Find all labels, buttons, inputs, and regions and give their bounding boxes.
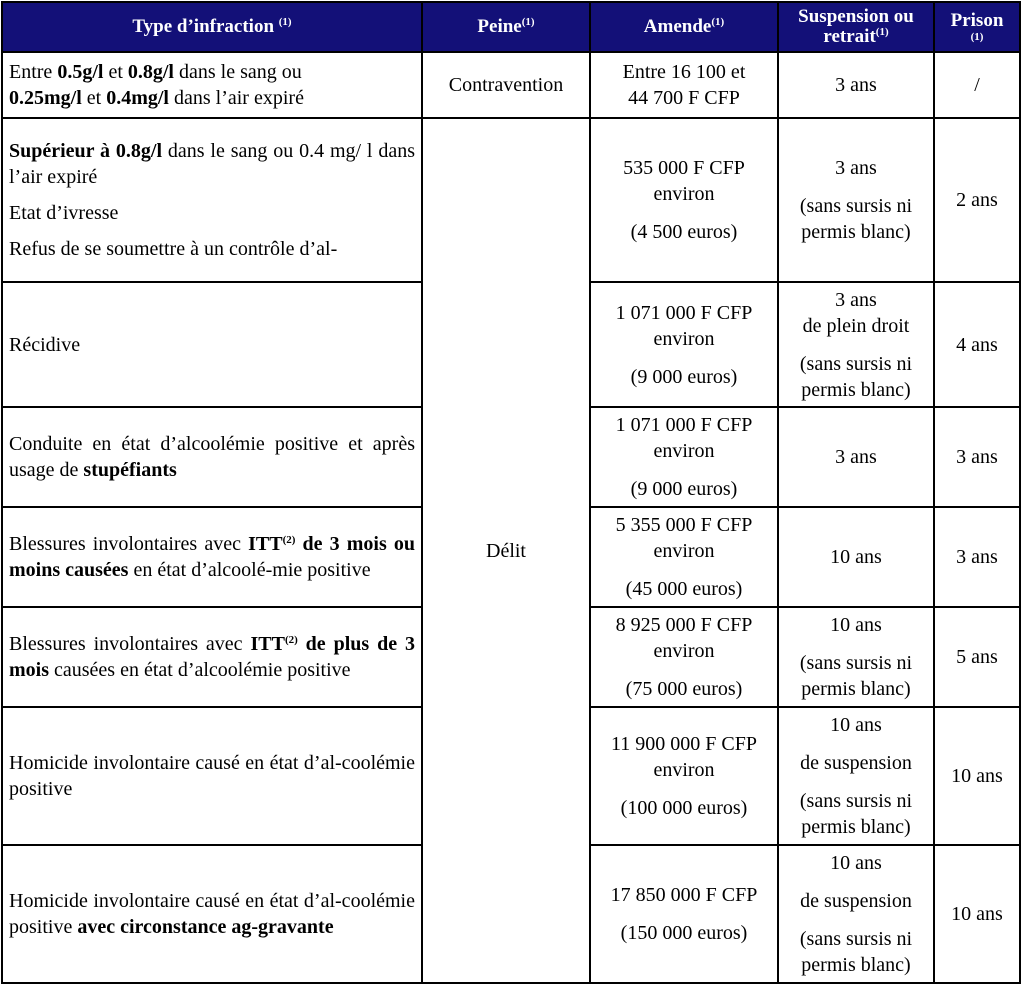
cell-amende: 535 000 F CFP environ (4 500 euros): [590, 118, 778, 282]
cell-amende: 8 925 000 F CFP environ (75 000 euros): [590, 607, 778, 707]
cell-type: Entre 0.5g/l et 0.8g/l dans le sang ou 0.25mg/l et 0.4mg/l dans l’air expiré: [2, 52, 422, 118]
cell-amende: 11 900 000 F CFP environ (100 000 euros): [590, 707, 778, 845]
cell-prison: 10 ans: [934, 707, 1020, 845]
cell-suspension: 3 ans: [778, 407, 934, 507]
cell-prison: 3 ans: [934, 507, 1020, 607]
table-row: [2, 52, 1020, 118]
cell-prison: 4 ans: [934, 282, 1020, 407]
cell-amende: 1 071 000 F CFP environ (9 000 euros): [590, 407, 778, 507]
cell-suspension: 3 ans de plein droit (sans sursis ni permis blanc): [778, 282, 934, 407]
cell-amende: Entre 16 100 et 44 700 F CFP: [590, 52, 778, 118]
cell-type: Supérieur à 0.8g/l dans le sang ou 0.4 mg/ l dans l’air expiré Etat d’ivresse Refus de se soumettre à un contrôle d’al-: [2, 118, 422, 282]
table-row: [2, 118, 1020, 282]
cell-prison: 3 ans: [934, 407, 1020, 507]
header-amende: Amende$^{(1)}$: [590, 2, 778, 52]
cell-suspension: 3 ans (sans sursis ni permis blanc): [778, 118, 934, 282]
cell-type: Homicide involontaire causé en état d’al-coolémie positive: [2, 707, 422, 845]
cell-prison: 2 ans: [934, 118, 1020, 282]
header-row: [2, 2, 1020, 52]
cell-type: Récidive: [2, 282, 422, 407]
infractions-table: [1, 1, 1021, 984]
header-peine: Peine$^{(1)}$: [422, 2, 590, 52]
cell-amende: 5 355 000 F CFP environ (45 000 euros): [590, 507, 778, 607]
cell-peine: Contravention: [422, 52, 590, 118]
cell-type: Blessures involontaires avec ITT$^{(2)}$ de plus de 3 mois causées en état d’alcoolémie positive: [2, 607, 422, 707]
cell-type: Conduite en état d’alcoolémie positive et après usage de stupéfiants: [2, 407, 422, 507]
header-type: Type d’infraction $^{(1)}$: [2, 2, 422, 52]
cell-type: Homicide involontaire causé en état d’al-coolémie positive avec circonstance ag-gravante: [2, 845, 422, 983]
cell-amende: 1 071 000 F CFP environ (9 000 euros): [590, 282, 778, 407]
cell-suspension: 10 ans de suspension (sans sursis ni permis blanc): [778, 845, 934, 983]
cell-prison: 10 ans: [934, 845, 1020, 983]
header-prison: Prison (1): [934, 2, 1020, 52]
cell-prison: 5 ans: [934, 607, 1020, 707]
cell-type: Blessures involontaires avec ITT$^{(2)}$ de 3 mois ou moins causées en état d’alcoolé-mie positive: [2, 507, 422, 607]
cell-suspension: 10 ans: [778, 507, 934, 607]
cell-suspension: 10 ans de suspension (sans sursis ni permis blanc): [778, 707, 934, 845]
cell-suspension: 10 ans (sans sursis ni permis blanc): [778, 607, 934, 707]
cell-amende: 17 850 000 F CFP (150 000 euros): [590, 845, 778, 983]
cell-prison: /: [934, 52, 1020, 118]
header-suspension: Suspension ou retrait$^{(1)}$: [778, 2, 934, 52]
cell-suspension: 3 ans: [778, 52, 934, 118]
cell-peine: Délit: [422, 118, 590, 983]
